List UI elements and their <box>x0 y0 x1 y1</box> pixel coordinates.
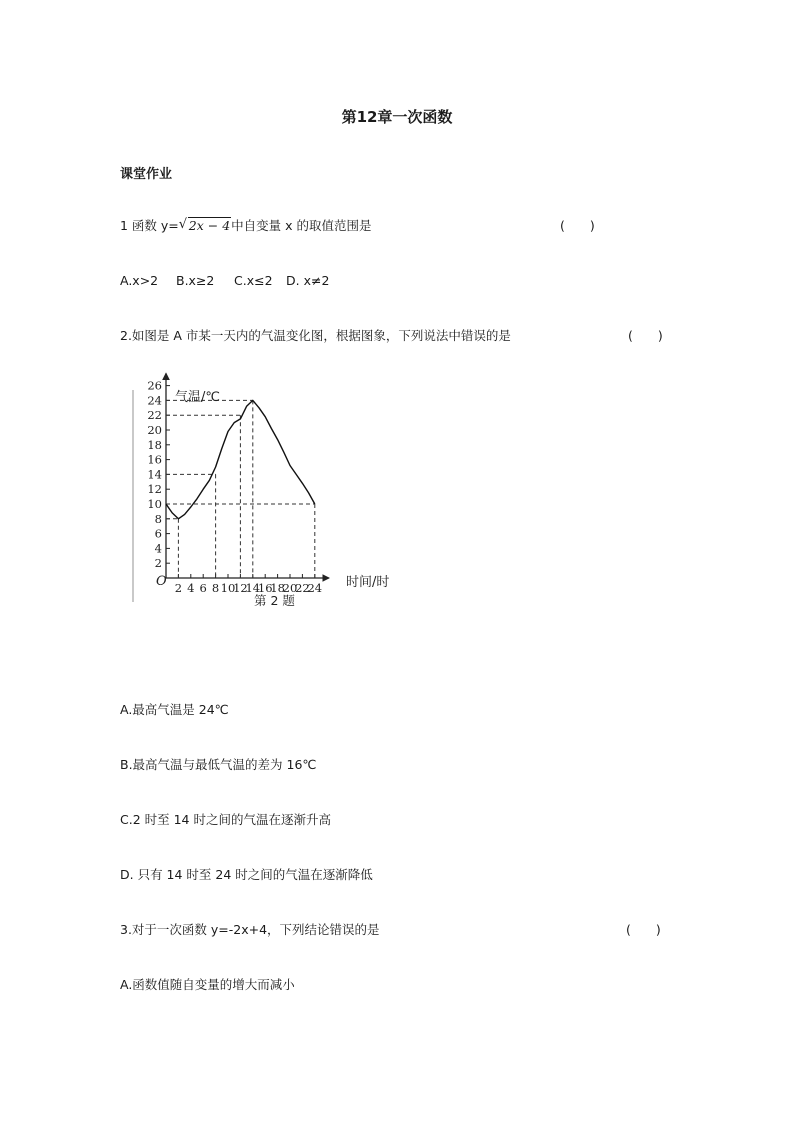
y-tick-label: 8 <box>154 511 162 526</box>
question-2-option-b: B.最高气温与最低气温的差为 16℃ <box>120 757 317 772</box>
section-heading: 课堂作业 <box>120 167 173 182</box>
x-axis-label: 时间/时 <box>346 575 390 590</box>
option-1d: D. x≠2 <box>286 273 330 288</box>
question-1-options <box>120 272 329 290</box>
x-tick-label: 16 <box>257 581 273 595</box>
question-2-option-a: A.最高气温是 24℃ <box>120 702 229 717</box>
question-2-answer-paren: ( ) <box>628 328 663 343</box>
x-tick-label: 2 <box>174 581 183 595</box>
y-tick-label: 12 <box>147 482 162 497</box>
y-tick-label: 18 <box>147 437 162 452</box>
question-3-stem: 3.对于一次函数 y=-2x+4，下列结论错误的是 <box>120 922 380 937</box>
x-tick-label: 14 <box>245 581 261 595</box>
option-1b: B.x≥2 <box>176 273 215 288</box>
option-1a: A.x>2 <box>120 273 159 288</box>
y-tick-label: 20 <box>147 423 162 437</box>
x-tick-label: 4 <box>187 581 195 595</box>
x-tick-label: 18 <box>270 581 285 595</box>
y-tick-label: 14 <box>147 467 162 482</box>
x-tick-label: 12 <box>233 581 248 595</box>
question-2-option-d: D. 只有 14 时至 24 时之间的气温在逐渐降低 <box>120 867 373 882</box>
question-3-option-a: A.函数值随自变量的增大而减小 <box>120 977 295 992</box>
x-tick-label: 8 <box>211 581 220 595</box>
page-title: 第12章一次函数 <box>341 108 453 126</box>
sqrt-expression <box>179 217 231 235</box>
question-3-answer-paren: ( ) <box>626 922 661 937</box>
y-tick-label: 2 <box>154 556 162 571</box>
origin-label: O <box>156 574 167 589</box>
y-tick-label: 16 <box>147 452 162 467</box>
temperature-chart <box>130 372 400 618</box>
x-tick-label: 22 <box>295 581 310 595</box>
y-tick-label: 22 <box>147 408 162 423</box>
y-tick-label: 26 <box>147 378 162 393</box>
y-tick-label: 4 <box>154 541 162 556</box>
y-axis-label: 气温/℃ <box>175 390 220 405</box>
radicand: 2x − 4 <box>188 218 231 233</box>
temperature-chart-svg <box>130 372 400 618</box>
y-tick-label: 24 <box>147 393 162 408</box>
option-1c: C.x≤2 <box>234 273 273 288</box>
question-1-prefix: 1 函数 y= <box>120 218 179 233</box>
question-2-stem: 2.如图是 A 市某一天内的气温变化图，根据图象，下列说法中错误的是 <box>120 328 511 343</box>
question-1-answer-paren: ( ) <box>560 218 595 233</box>
x-tick-label: 6 <box>199 581 207 595</box>
question-2-option-c: C.2 时至 14 时之间的气温在逐渐升高 <box>120 812 331 827</box>
x-tick-label: 20 <box>282 581 298 595</box>
y-tick-label: 10 <box>147 497 162 511</box>
x-tick-label: 10 <box>220 581 236 595</box>
radical-sign-icon: √ <box>178 217 188 232</box>
x-tick-label: 24 <box>307 581 323 595</box>
question-1-suffix: 中自变量 x 的取值范围是 <box>231 218 372 233</box>
figure-caption: 第 2 题 <box>254 593 295 608</box>
y-tick-label: 6 <box>154 526 162 541</box>
question-1-stem <box>120 217 372 235</box>
